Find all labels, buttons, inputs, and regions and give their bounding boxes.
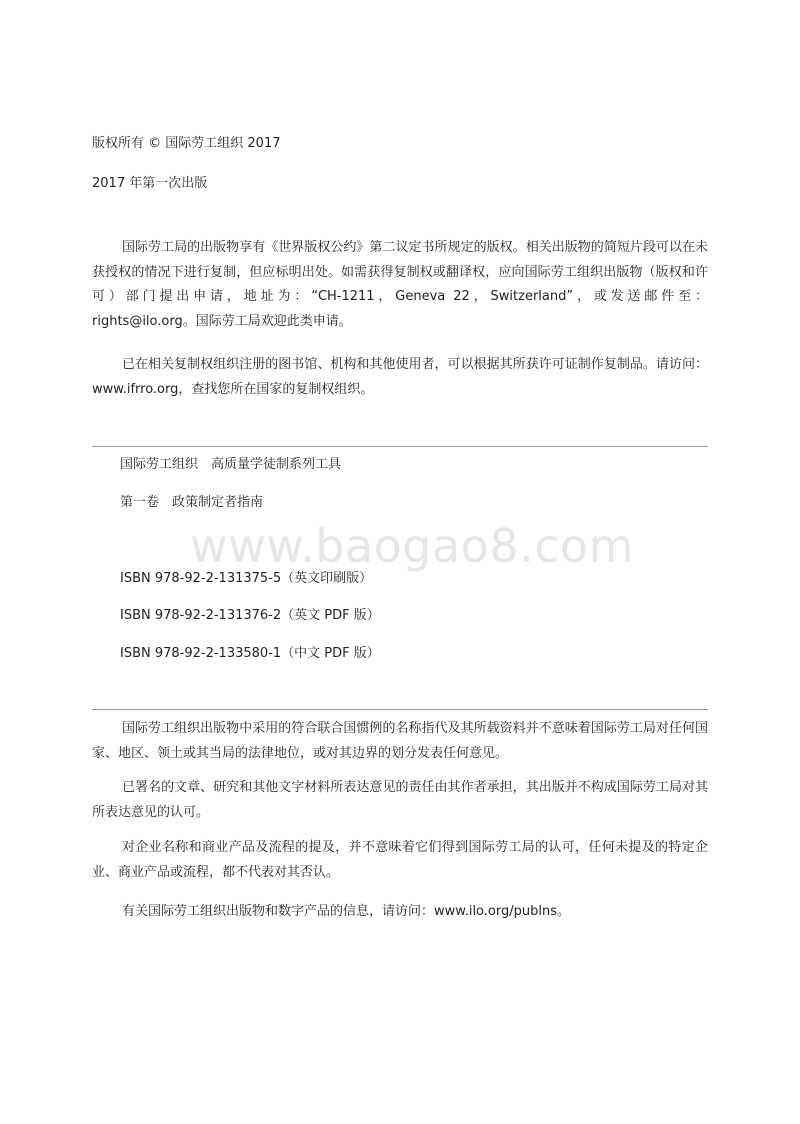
isbn-print-en: ISBN 978-92-2-131375-5（英文印刷版） — [120, 571, 373, 586]
edition-line: 2017 年第一次出版 — [92, 176, 208, 191]
disclaimer-firms: 对企业名称和商业产品及流程的提及，并不意味着它们得到国际劳工局的认可，任何未提及的特定企业、商业产品或流程，都不代表对其否认。 — [92, 840, 708, 880]
disclaimer-designations: 国际劳工组织出版物中采用的符合联合国惯例的名称指代及其所载资料并不意味着国际劳工局对任何国家、地区、领土或其当局的法律地位，或对其边界的划分发表任何意见。 — [92, 721, 708, 761]
divider-bottom — [92, 709, 708, 710]
rights-paragraph: 国际劳工局的出版物享有《世界版权公约》第二议定书所规定的版权。相关出版物的简短片段可以在未获授权的情况下进行复制，但应标明出处。如需获得复制权或翻译权，应向国际劳工组织出版物（版权和许可）部门提出申请，地址为：“CH-1211，Geneva 22，Switzerland”，或发送邮件至：rights@ilo.org。国际劳工局欢迎此类申请。 — [92, 240, 708, 329]
watermark-text: www.baogao8.com — [190, 519, 634, 573]
series-title: 国际劳工组织 高质量学徒制系列工具 — [120, 457, 342, 472]
publications-info: 有关国际劳工组织出版物和数字产品的信息，请访问：www.ilo.org/publns。 — [122, 904, 570, 919]
ifrro-paragraph: 已在相关复制权组织注册的图书馆、机构和其他使用者，可以根据其所获许可证制作复制品。请访问：www.ifrro.org，查找您所在国家的复制权组织。 — [92, 357, 708, 397]
volume-title: 第一卷 政策制定者指南 — [120, 495, 264, 510]
copyright-line: 版权所有 © 国际劳工组织 2017 — [92, 136, 281, 151]
isbn-pdf-zh: ISBN 978-92-2-133580-1（中文 PDF 版） — [120, 646, 380, 661]
disclaimer-authors: 已署名的文章、研究和其他文字材料所表达意见的责任由其作者承担，其出版并不构成国际劳工局对其所表达意见的认可。 — [92, 780, 708, 820]
isbn-pdf-en: ISBN 978-92-2-131376-2（英文 PDF 版） — [120, 608, 380, 623]
divider-top — [92, 446, 708, 447]
